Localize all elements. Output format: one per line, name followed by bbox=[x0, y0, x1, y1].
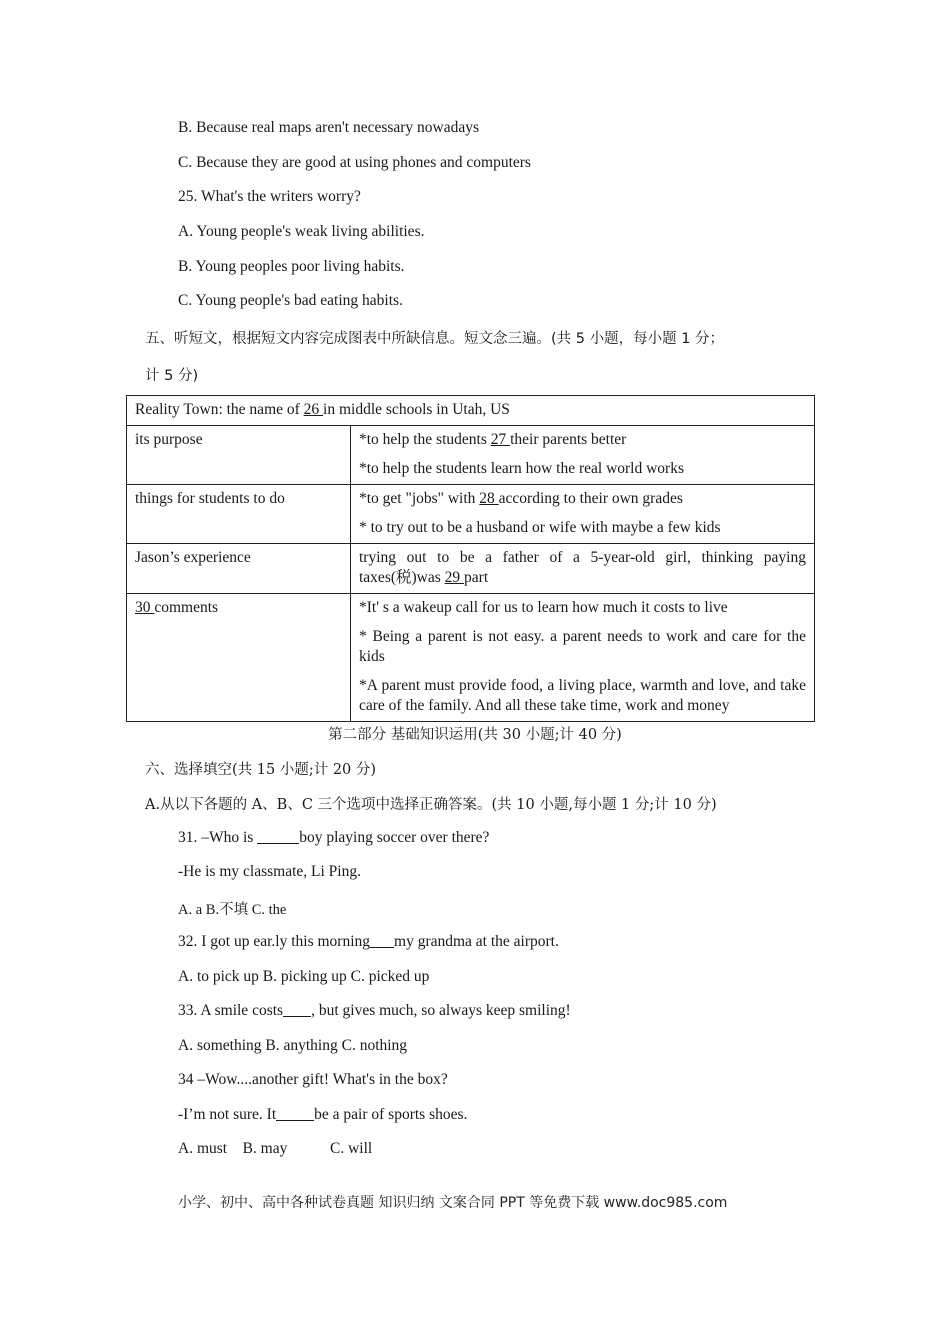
table-row bbox=[127, 594, 815, 722]
info-table bbox=[126, 395, 815, 722]
header-suffix: in middle schools in Utah, US bbox=[323, 401, 510, 418]
header-prefix: Reality Town: the name of bbox=[135, 401, 304, 418]
part2-title: 第二部分 基础知识运用(共 30 小题;计 40 分) bbox=[328, 727, 622, 743]
blank-29: 29 bbox=[444, 569, 465, 586]
q32-question: 32. I got up ear.ly this morning my grandma at the airport. bbox=[178, 933, 559, 950]
comments-line-3: *A parent must provide food, a living place, warmth and love, and take care of the family. And all these take time, work and money bbox=[359, 677, 806, 714]
table-row bbox=[127, 544, 815, 594]
q31-reply: -He is my classmate, Li Ping. bbox=[178, 863, 361, 880]
q34-reply: -I’m not sure. It be a pair of sports shoes. bbox=[178, 1106, 468, 1123]
q31-blank bbox=[257, 829, 299, 844]
q24-option-b: B. Because real maps aren't necessary nowadays bbox=[178, 119, 480, 136]
q33-question: 33. A smile costs , but gives much, so always keep smiling! bbox=[178, 1002, 571, 1019]
row-label-purpose: its purpose bbox=[127, 426, 351, 485]
page-footer: 小学、初中、高中各种试卷真题 知识归纳 文案合同 PPT 等免费下载 www.doc985.com bbox=[178, 1195, 728, 1211]
q25-option-a: A. Young people's weak living abilities. bbox=[178, 223, 425, 240]
section5-title-cont: 计 5 分) bbox=[145, 368, 199, 384]
q25-option-b: B. Young peoples poor living habits. bbox=[178, 258, 405, 275]
blank-26: 26 bbox=[303, 401, 324, 418]
table-header-cell bbox=[127, 396, 815, 426]
q25-question: 25. What's the writers worry? bbox=[178, 188, 361, 205]
q32-options: A. to pick up B. picking up C. picked up bbox=[178, 968, 430, 985]
q33-options: A. something B. anything C. nothing bbox=[178, 1037, 408, 1054]
row-label-jason: Jason’s experience bbox=[127, 544, 351, 594]
table-header-row bbox=[127, 396, 815, 426]
purpose-line-2: *to help the students learn how the real world works bbox=[359, 460, 684, 477]
row-content-jason: trying out to be a father of a 5-year-old girl, thinking paying taxes(税)was 29 part bbox=[351, 544, 815, 594]
q25-option-c: C. Young people's bad eating habits. bbox=[178, 292, 403, 309]
q34-question: 34 –Wow....another gift! What's in the box? bbox=[178, 1071, 448, 1088]
blank-30: 30 bbox=[135, 599, 155, 616]
q31-options: A. a B.不填 C. the bbox=[178, 902, 287, 918]
q24-option-c: C. Because they are good at using phones and computers bbox=[178, 154, 531, 171]
blank-27: 27 bbox=[490, 431, 511, 448]
row-label-comments: 30 comments bbox=[127, 594, 351, 722]
q32-blank bbox=[370, 933, 394, 948]
things-line-2: * to try out to be a husband or wife with maybe a few kids bbox=[359, 519, 721, 536]
row-content-purpose bbox=[351, 426, 815, 485]
q33-blank bbox=[283, 1002, 311, 1017]
things-line-1: *to get "jobs" with 28 according to their own grades bbox=[359, 490, 683, 507]
purpose-line-1: *to help the students 27 their parents better bbox=[359, 431, 627, 448]
q34-options: A. must B. may C. will bbox=[178, 1140, 373, 1157]
row-content-things bbox=[351, 485, 815, 544]
section5-title: 五、听短文，根据短文内容完成图表中所缺信息。短文念三遍。(共 5 小题，每小题 1 分； bbox=[145, 331, 725, 347]
blank-28: 28 bbox=[479, 490, 499, 507]
table-row bbox=[127, 426, 815, 485]
q34-blank bbox=[276, 1106, 314, 1121]
sectionA-title: A.从以下各题的 A、B、C 三个选项中选择正确答案。(共 10 小题,每小题 1 分;计 10 分) bbox=[145, 797, 717, 813]
section6-title: 六、选择填空(共 15 小题;计 20 分) bbox=[145, 762, 377, 778]
row-content-comments bbox=[351, 594, 815, 722]
q31-question: 31. –Who is boy playing soccer over there? bbox=[178, 829, 490, 846]
comments-line-1: *It' s a wakeup call for us to learn how much it costs to live bbox=[359, 599, 728, 616]
row-label-things: things for students to do bbox=[127, 485, 351, 544]
table-row bbox=[127, 485, 815, 544]
comments-line-2: * Being a parent is not easy. a parent needs to work and care for the kids bbox=[359, 628, 806, 665]
